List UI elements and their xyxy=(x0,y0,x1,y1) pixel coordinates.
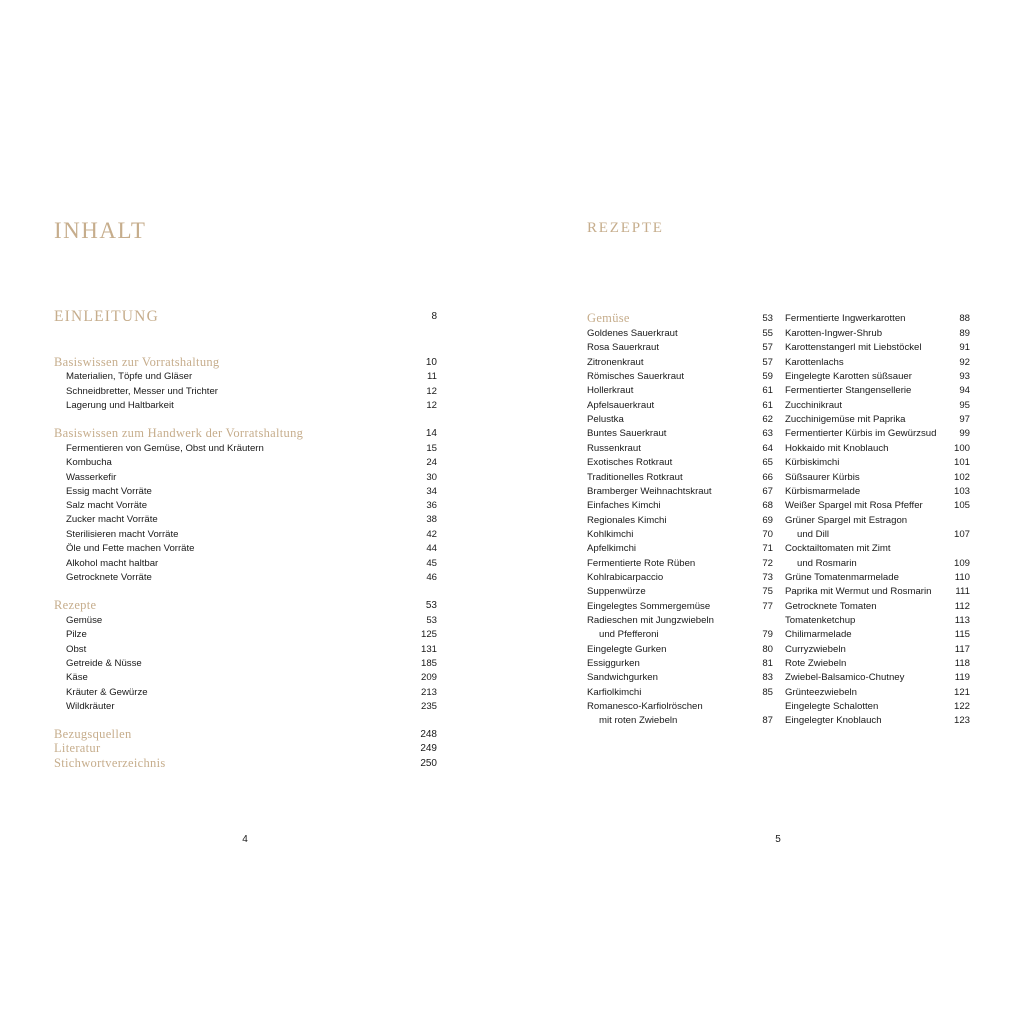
toc-entry xyxy=(785,584,970,599)
toc-entry xyxy=(54,613,437,628)
toc-entry-page: 121 xyxy=(953,687,970,698)
toc-entry-page: 57 xyxy=(762,342,773,353)
toc-entry xyxy=(54,384,437,399)
toc-entry xyxy=(54,484,437,499)
toc-entry-page: 59 xyxy=(762,371,773,382)
toc-entry-label: Zucchinigemüse mit Paprika xyxy=(785,414,906,425)
toc-entry-page: 44 xyxy=(426,543,437,554)
toc-entry xyxy=(785,455,970,470)
toc-entry-label: Zucchinikraut xyxy=(785,400,843,411)
toc-entry-page: 83 xyxy=(762,672,773,683)
page-number: 4 xyxy=(242,834,248,845)
toc-entry-page: 125 xyxy=(420,629,437,640)
page-title: INHALT xyxy=(54,218,147,243)
toc-entry-label: Karotten-Ingwer-Shrub xyxy=(785,328,883,339)
toc-entry-label: Pelustka xyxy=(587,414,624,425)
toc-entry xyxy=(54,369,437,384)
toc-entry-label: Eingelegte Gurken xyxy=(587,644,667,655)
toc-entry xyxy=(785,498,970,513)
toc-entry-page: 72 xyxy=(762,558,773,569)
toc-entry xyxy=(785,627,970,642)
toc-entry xyxy=(587,513,773,528)
toc-entry-page: 8 xyxy=(431,311,437,322)
toc-entry-page: 36 xyxy=(426,500,437,511)
toc-entry-label: und Pfefferoni xyxy=(599,629,659,640)
toc-entry-page: 46 xyxy=(426,572,437,583)
toc-entry-label: Kürbiskimchi xyxy=(785,457,840,468)
toc-entry-label: und Rosmarin xyxy=(797,558,857,569)
toc-entry-label: Rosa Sauerkraut xyxy=(587,342,659,353)
toc-entry-page: 14 xyxy=(425,428,437,439)
toc-entry-page: 91 xyxy=(959,342,970,353)
toc-entry-page: 110 xyxy=(954,572,970,583)
toc-entry-label: Pilze xyxy=(66,629,87,640)
toc-entry xyxy=(54,498,437,513)
toc-entry-label: mit roten Zwiebeln xyxy=(599,715,678,726)
toc-entry xyxy=(54,426,437,441)
toc-entry-label: Materialien, Töpfe und Gläser xyxy=(66,371,193,382)
toc-entry xyxy=(54,512,437,527)
toc-entry-label: Traditionelles Rotkraut xyxy=(587,472,683,483)
toc-entry xyxy=(785,398,970,413)
toc-entry-label: Rote Zwiebeln xyxy=(785,658,847,669)
toc-entry-label: Exotisches Rotkraut xyxy=(587,457,673,468)
toc-entry-label: Weißer Spargel mit Rosa Pfeffer xyxy=(785,500,923,511)
toc-entry xyxy=(587,355,773,370)
toc-entry xyxy=(54,556,437,571)
toc-entry-label: Hollerkraut xyxy=(587,385,634,396)
toc-entry-label: Stichwortverzeichnis xyxy=(54,756,166,770)
toc-entry-page: 92 xyxy=(959,357,970,368)
toc-entry-label: Karottenlachs xyxy=(785,357,844,368)
toc-entry-page: 118 xyxy=(954,658,970,669)
toc-entry-page: 57 xyxy=(762,357,773,368)
toc-entry xyxy=(54,470,437,485)
toc-entry-page: 97 xyxy=(959,414,970,425)
section-title: REZEPTE xyxy=(587,220,664,236)
toc-entry-page: 45 xyxy=(426,558,437,569)
toc-entry-label: EINLEITUNG xyxy=(54,308,159,325)
toc-entry-page: 53 xyxy=(425,600,437,611)
toc-entry xyxy=(54,309,437,324)
toc-entry xyxy=(587,398,773,413)
toc-entry xyxy=(785,355,970,370)
toc-entry xyxy=(785,470,970,485)
toc-entry-label: Romanesco-Karfiolröschen xyxy=(587,701,703,712)
toc-entry-label: Schneidbretter, Messer und Trichter xyxy=(66,386,218,397)
toc-entry xyxy=(54,741,437,756)
toc-entry xyxy=(587,340,773,355)
toc-entry xyxy=(785,613,970,628)
toc-entry-label: Sterilisieren macht Vorräte xyxy=(66,529,179,540)
toc-entry-page: 61 xyxy=(762,385,773,396)
toc-entry xyxy=(54,398,437,413)
toc-entry xyxy=(587,656,773,671)
toc-entry-page: 88 xyxy=(959,313,970,324)
toc-entry-label: Apfelkimchi xyxy=(587,543,637,554)
toc-entry-label: Grüner Spargel mit Estragon xyxy=(785,515,908,526)
toc-entry-page: 70 xyxy=(762,529,773,540)
toc-entry xyxy=(54,699,437,714)
toc-entry-label: Zwiebel-Balsamico-Chutney xyxy=(785,672,905,683)
toc-entry-label: Fermentieren von Gemüse, Obst und Kräutern xyxy=(66,443,264,454)
toc-entry xyxy=(587,699,773,714)
toc-entry xyxy=(587,470,773,485)
toc-entry xyxy=(785,713,970,728)
toc-entry-page: 248 xyxy=(420,729,437,740)
page-number: 5 xyxy=(775,834,781,845)
toc-entry-label: Alkohol macht haltbar xyxy=(66,558,159,569)
toc-entry-label: Fermentierte Rote Rüben xyxy=(587,558,696,569)
toc-entry xyxy=(54,627,437,642)
toc-entry xyxy=(587,441,773,456)
toc-entry xyxy=(54,670,437,685)
toc-entry-label: Goldenes Sauerkraut xyxy=(587,328,678,339)
toc-entry-page: 61 xyxy=(762,400,773,411)
toc-entry-page: 12 xyxy=(426,386,437,397)
toc-entry xyxy=(785,369,970,384)
toc-entry xyxy=(587,685,773,700)
toc-entry-page: 55 xyxy=(762,328,773,339)
toc-entry xyxy=(785,513,970,528)
toc-entry-label: Chilimarmelade xyxy=(785,629,852,640)
toc-entry xyxy=(587,599,773,614)
toc-entry-page: 73 xyxy=(762,572,773,583)
toc-entry-label: Essiggurken xyxy=(587,658,640,669)
toc-entry-page: 109 xyxy=(953,558,970,569)
toc-entry-label: Basiswissen zur Vorratshaltung xyxy=(54,355,220,369)
toc-entry-label: Käse xyxy=(66,672,88,683)
toc-entry-label: Gemüse xyxy=(587,311,630,325)
toc-entry-page: 99 xyxy=(959,428,970,439)
toc-entry-page: 103 xyxy=(953,486,970,497)
toc-entry-label: Getrocknete Vorräte xyxy=(66,572,152,583)
toc-entry xyxy=(587,369,773,384)
toc-entry-page: 93 xyxy=(959,371,970,382)
toc-entry-page: 249 xyxy=(420,743,437,754)
toc-entry xyxy=(54,598,437,613)
toc-entry-page: 66 xyxy=(762,472,773,483)
toc-entry xyxy=(587,642,773,657)
toc-entry xyxy=(54,541,437,556)
toc-entry-label: Russenkraut xyxy=(587,443,641,454)
toc-entry-page: 24 xyxy=(426,457,437,468)
toc-entry xyxy=(785,656,970,671)
toc-entry-page: 62 xyxy=(762,414,773,425)
toc-entry-label: Sandwichgurken xyxy=(587,672,658,683)
toc-entry xyxy=(54,355,437,370)
toc-entry xyxy=(785,340,970,355)
toc-entry-page: 94 xyxy=(959,385,970,396)
toc-entry-page: 89 xyxy=(959,328,970,339)
toc-entry-page: 30 xyxy=(426,472,437,483)
toc-entry-label: Getreide & Nüsse xyxy=(66,658,142,669)
toc-entry xyxy=(587,311,773,326)
toc-entry xyxy=(587,713,773,728)
toc-entry-page: 131 xyxy=(420,644,437,655)
toc-entry-page: 250 xyxy=(420,758,437,769)
toc-entry xyxy=(587,383,773,398)
toc-entry xyxy=(785,541,970,556)
toc-entry-page: 122 xyxy=(953,701,970,712)
toc-entry-page: 185 xyxy=(420,658,437,669)
toc-entry xyxy=(587,613,773,628)
toc-entry-page: 77 xyxy=(762,601,773,612)
toc-entry xyxy=(785,556,970,571)
toc-entry xyxy=(785,570,970,585)
toc-entry xyxy=(587,584,773,599)
toc-entry xyxy=(54,570,437,585)
toc-entry xyxy=(785,599,970,614)
toc-entry-label: Fermentierte Ingwerkarotten xyxy=(785,313,906,324)
toc-entry xyxy=(587,541,773,556)
toc-entry xyxy=(587,326,773,341)
toc-entry-page: 111 xyxy=(955,586,970,597)
toc-entry xyxy=(54,527,437,542)
toc-entry xyxy=(785,642,970,657)
toc-entry-page: 235 xyxy=(420,701,437,712)
toc-entry-label: Essig macht Vorräte xyxy=(66,486,152,497)
toc-entry-label: Zitronenkraut xyxy=(587,357,644,368)
toc-entry-page: 42 xyxy=(426,529,437,540)
toc-entry-label: Einfaches Kimchi xyxy=(587,500,661,511)
toc-entry-page: 100 xyxy=(953,443,970,454)
toc-entry-page: 81 xyxy=(762,658,773,669)
toc-entry xyxy=(54,441,437,456)
toc-entry-page: 209 xyxy=(420,672,437,683)
toc-entry xyxy=(587,527,773,542)
toc-entry-label: Lagerung und Haltbarkeit xyxy=(66,400,174,411)
toc-entry-page: 34 xyxy=(426,486,437,497)
toc-entry-page: 95 xyxy=(959,400,970,411)
toc-entry-page: 123 xyxy=(953,715,970,726)
toc-entry-label: Radieschen mit Jungzwiebeln xyxy=(587,615,714,626)
toc-entry-page: 10 xyxy=(425,357,437,368)
toc-entry-page: 63 xyxy=(762,428,773,439)
toc-entry-label: Eingelegte Schalotten xyxy=(785,701,879,712)
toc-entry-page: 85 xyxy=(762,687,773,698)
toc-entry xyxy=(54,756,437,771)
toc-entry-label: Öle und Fette machen Vorräte xyxy=(66,543,195,554)
toc-entry-label: Zucker macht Vorräte xyxy=(66,514,158,525)
toc-entry-page: 38 xyxy=(426,514,437,525)
toc-entry-label: Curryzwiebeln xyxy=(785,644,846,655)
toc-entry-label: Tomatenketchup xyxy=(785,615,856,626)
toc-entry-label: Fermentierter Stangensellerie xyxy=(785,385,912,396)
toc-entry-page: 65 xyxy=(762,457,773,468)
toc-entry xyxy=(785,412,970,427)
toc-entry-label: Getrocknete Tomaten xyxy=(785,601,877,612)
toc-entry-page: 119 xyxy=(954,672,970,683)
toc-entry xyxy=(587,670,773,685)
toc-entry xyxy=(587,426,773,441)
toc-entry-label: Obst xyxy=(66,644,87,655)
toc-entry-label: Basiswissen zum Handwerk der Vorratshaltung xyxy=(54,426,304,440)
toc-entry xyxy=(587,556,773,571)
toc-entry xyxy=(54,685,437,700)
right-page xyxy=(512,0,1024,1024)
toc-entry xyxy=(587,412,773,427)
toc-entry xyxy=(785,326,970,341)
toc-entry xyxy=(785,670,970,685)
toc-entry-label: Eingelegter Knoblauch xyxy=(785,715,882,726)
toc-entry-label: Literatur xyxy=(54,741,101,755)
toc-entry xyxy=(587,570,773,585)
toc-entry xyxy=(785,311,970,326)
toc-entry xyxy=(785,383,970,398)
toc-entry-page: 69 xyxy=(762,515,773,526)
toc-entry-page: 68 xyxy=(762,500,773,511)
toc-entry-page: 15 xyxy=(426,443,437,454)
toc-entry-label: Grünteezwiebeln xyxy=(785,687,857,698)
toc-entry-page: 71 xyxy=(762,543,773,554)
toc-entry-page: 53 xyxy=(426,615,437,626)
toc-entry-page: 115 xyxy=(954,629,970,640)
toc-entry-page: 75 xyxy=(762,586,773,597)
toc-entry-label: Wasserkefir xyxy=(66,472,117,483)
toc-entry-label: Kohlkimchi xyxy=(587,529,634,540)
toc-entry-label: Paprika mit Wermut und Rosmarin xyxy=(785,586,932,597)
toc-entry-label: und Dill xyxy=(797,529,829,540)
toc-entry-label: Regionales Kimchi xyxy=(587,515,667,526)
toc-entry xyxy=(785,685,970,700)
toc-entry-page: 101 xyxy=(953,457,970,468)
toc-entry xyxy=(785,527,970,542)
toc-entry-label: Eingelegte Karotten süßsauer xyxy=(785,371,912,382)
toc-entry-label: Hokkaido mit Knoblauch xyxy=(785,443,889,454)
toc-entry-label: Grüne Tomatenmarmelade xyxy=(785,572,899,583)
toc-entry xyxy=(54,642,437,657)
toc-entry-page: 107 xyxy=(953,529,970,540)
toc-entry-page: 79 xyxy=(762,629,773,640)
toc-entry xyxy=(587,455,773,470)
toc-entry-label: Kürbismarmelade xyxy=(785,486,861,497)
toc-entry-page: 113 xyxy=(954,615,970,626)
toc-entry-label: Kombucha xyxy=(66,457,112,468)
toc-entry-page: 53 xyxy=(762,313,773,324)
toc-entry-page: 67 xyxy=(762,486,773,497)
toc-entry-page: 12 xyxy=(426,400,437,411)
toc-entry xyxy=(785,699,970,714)
toc-entry xyxy=(785,426,970,441)
toc-entry-label: Buntes Sauerkraut xyxy=(587,428,667,439)
toc-entry xyxy=(785,441,970,456)
toc-entry-label: Bezugsquellen xyxy=(54,727,132,741)
toc-entry xyxy=(54,727,437,742)
toc-entry-page: 112 xyxy=(954,601,970,612)
toc-entry xyxy=(54,656,437,671)
toc-entry-page: 87 xyxy=(762,715,773,726)
toc-entry-label: Gemüse xyxy=(66,615,103,626)
toc-entry xyxy=(587,627,773,642)
toc-entry-label: Römisches Sauerkraut xyxy=(587,371,685,382)
toc-entry-label: Fermentierter Kürbis im Gewürzsud xyxy=(785,428,937,439)
toc-entry-page: 11 xyxy=(427,371,437,382)
toc-entry-page: 80 xyxy=(762,644,773,655)
toc-entry-label: Bramberger Weihnachtskraut xyxy=(587,486,712,497)
toc-entry-label: Wildkräuter xyxy=(66,701,115,712)
toc-entry-page: 64 xyxy=(762,443,773,454)
toc-entry-label: Salz macht Vorräte xyxy=(66,500,148,511)
toc-entry-label: Karottenstangerl mit Liebstöckel xyxy=(785,342,922,353)
toc-entry-label: Rezepte xyxy=(54,598,97,612)
toc-entry-page: 213 xyxy=(420,687,437,698)
toc-entry-label: Eingelegtes Sommergemüse xyxy=(587,601,711,612)
toc-entry xyxy=(587,484,773,499)
toc-entry xyxy=(785,484,970,499)
toc-entry-label: Suppenwürze xyxy=(587,586,646,597)
toc-entry-label: Apfelsauerkraut xyxy=(587,400,655,411)
toc-entry-page: 117 xyxy=(954,644,970,655)
toc-entry xyxy=(587,498,773,513)
toc-entry-page: 102 xyxy=(953,472,970,483)
toc-entry-label: Kräuter & Gewürze xyxy=(66,687,148,698)
toc-entry-label: Kohlrabicarpaccio xyxy=(587,572,664,583)
toc-entry-label: Süßsaurer Kürbis xyxy=(785,472,860,483)
toc-entry-label: Cocktailtomaten mit Zimt xyxy=(785,543,891,554)
toc-entry-label: Karfiolkimchi xyxy=(587,687,642,698)
toc-entry-page: 105 xyxy=(953,500,970,511)
toc-entry xyxy=(54,455,437,470)
